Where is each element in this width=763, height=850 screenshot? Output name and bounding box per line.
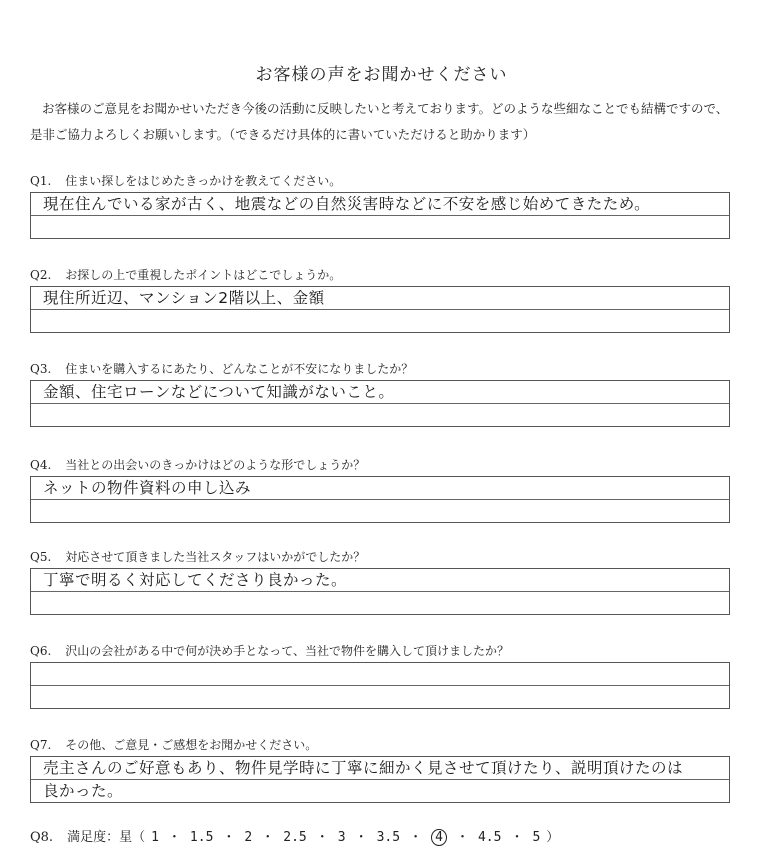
question-number: Q6. — [30, 644, 52, 658]
question-number: Q1. — [30, 174, 52, 188]
question-label — [30, 266, 730, 284]
handwritten-answer: ネットの物件資料の申し込み — [43, 479, 252, 497]
question-5 — [30, 548, 730, 615]
rating-option[interactable]: 1 — [151, 830, 159, 845]
page-title: お客様の声をお聞かせください — [255, 65, 508, 85]
rating-option[interactable]: 3 — [337, 830, 346, 845]
question-1 — [30, 172, 730, 239]
question-text: 住まい探しをはじめたきっかけを教えてください。 — [65, 174, 342, 188]
handwritten-answer: 良かった。 — [43, 782, 124, 800]
handwritten-answer: 丁寧で明るく対応してくださり良かった。 — [43, 571, 348, 589]
handwritten-answer: 現住所近辺、マンション2階以上、金額 — [43, 289, 325, 307]
rating-option-selected[interactable]: 4 — [431, 829, 447, 846]
rating-separator: ・ — [354, 830, 368, 845]
question-3 — [30, 360, 730, 427]
rating-option[interactable]: 1.5 — [189, 830, 214, 845]
answer-line — [31, 404, 729, 426]
rating-close: ） — [546, 830, 560, 845]
question-7 — [30, 736, 730, 803]
answer-line — [31, 500, 729, 522]
question-label — [30, 548, 730, 566]
question-text: 沢山の会社がある中で何が決め手となって、当社で物件を購入して頂けましたか？ — [65, 644, 510, 658]
answer-line — [31, 592, 729, 614]
answer-line — [31, 686, 729, 708]
question-text: お探しの上で重視したポイントはどこでしょうか。 — [65, 268, 342, 282]
rating-label: 満足度：星（ — [67, 830, 146, 845]
rating-option[interactable]: 2 — [244, 830, 253, 845]
answer-line — [31, 193, 729, 216]
answer-box — [30, 286, 730, 333]
answer-box — [30, 662, 730, 709]
question-number: Q4. — [30, 458, 52, 472]
question-text: 当社との出会いのきっかけはどのような形でしょうか？ — [65, 458, 366, 472]
rating-separator: ・ — [261, 830, 275, 845]
question-6 — [30, 642, 730, 709]
handwritten-answer: 金額、住宅ローンなどについて知識がないこと。 — [43, 383, 395, 401]
answer-line — [31, 381, 729, 404]
answer-line — [31, 569, 729, 592]
question-number: Q2. — [30, 268, 52, 282]
answer-box — [30, 476, 730, 523]
question-number: Q3. — [30, 362, 52, 376]
answer-box — [30, 756, 730, 803]
question-label — [30, 172, 730, 190]
answer-line — [31, 310, 729, 332]
answer-line — [31, 477, 729, 500]
rating-options — [145, 830, 546, 845]
question-label — [30, 456, 730, 474]
question-text: その他、ご意見・ご感想をお聞かせください。 — [65, 738, 318, 752]
answer-line — [31, 780, 729, 802]
question-text: 住まいを購入するにあたり、どんなことが不安になりましたか？ — [65, 362, 414, 376]
handwritten-answer: 売主さんのご好意もあり、物件見学時に丁寧に細かく見させて頂けたり、説明頂けたのは — [43, 759, 684, 777]
rating-separator: ・ — [222, 830, 236, 845]
intro-text: お客様のご意見をお聞かせいただき今後の活動に反映したいと考えております。どのような些細なことでも結構ですので、是非ご協力よろしくお願いします。（できるだけ具体的に書いていただけると助かります） — [30, 101, 729, 142]
question-number: Q5. — [30, 550, 52, 564]
satisfaction-rating — [30, 826, 559, 846]
rating-separator: ・ — [510, 830, 524, 845]
answer-line — [31, 216, 729, 238]
question-label — [30, 642, 730, 660]
rating-separator: ・ — [315, 830, 329, 845]
rating-separator: ・ — [409, 830, 423, 845]
answer-box — [30, 380, 730, 427]
question-2 — [30, 266, 730, 333]
answer-line — [31, 287, 729, 310]
question-number: Q8. — [30, 830, 54, 845]
handwritten-answer: 現在住んでいる家が古く、地震などの自然災害時などに不安を感じ始めてきたため。 — [43, 195, 651, 213]
rating-option[interactable]: 2.5 — [283, 830, 307, 845]
answer-line — [31, 757, 729, 780]
rating-separator: ・ — [455, 830, 469, 845]
question-text: 対応させて頂きました当社スタッフはいかがでしたか？ — [65, 550, 366, 564]
answer-box — [30, 192, 730, 239]
rating-separator: ・ — [167, 830, 181, 845]
rating-option[interactable]: 4.5 — [477, 830, 502, 845]
rating-option[interactable]: 3.5 — [376, 830, 401, 845]
question-label — [30, 360, 730, 378]
question-4 — [30, 456, 730, 523]
rating-option[interactable]: 5 — [532, 830, 541, 845]
answer-line — [31, 663, 729, 686]
question-label — [30, 736, 730, 754]
question-number: Q7. — [30, 738, 52, 752]
answer-box — [30, 568, 730, 615]
